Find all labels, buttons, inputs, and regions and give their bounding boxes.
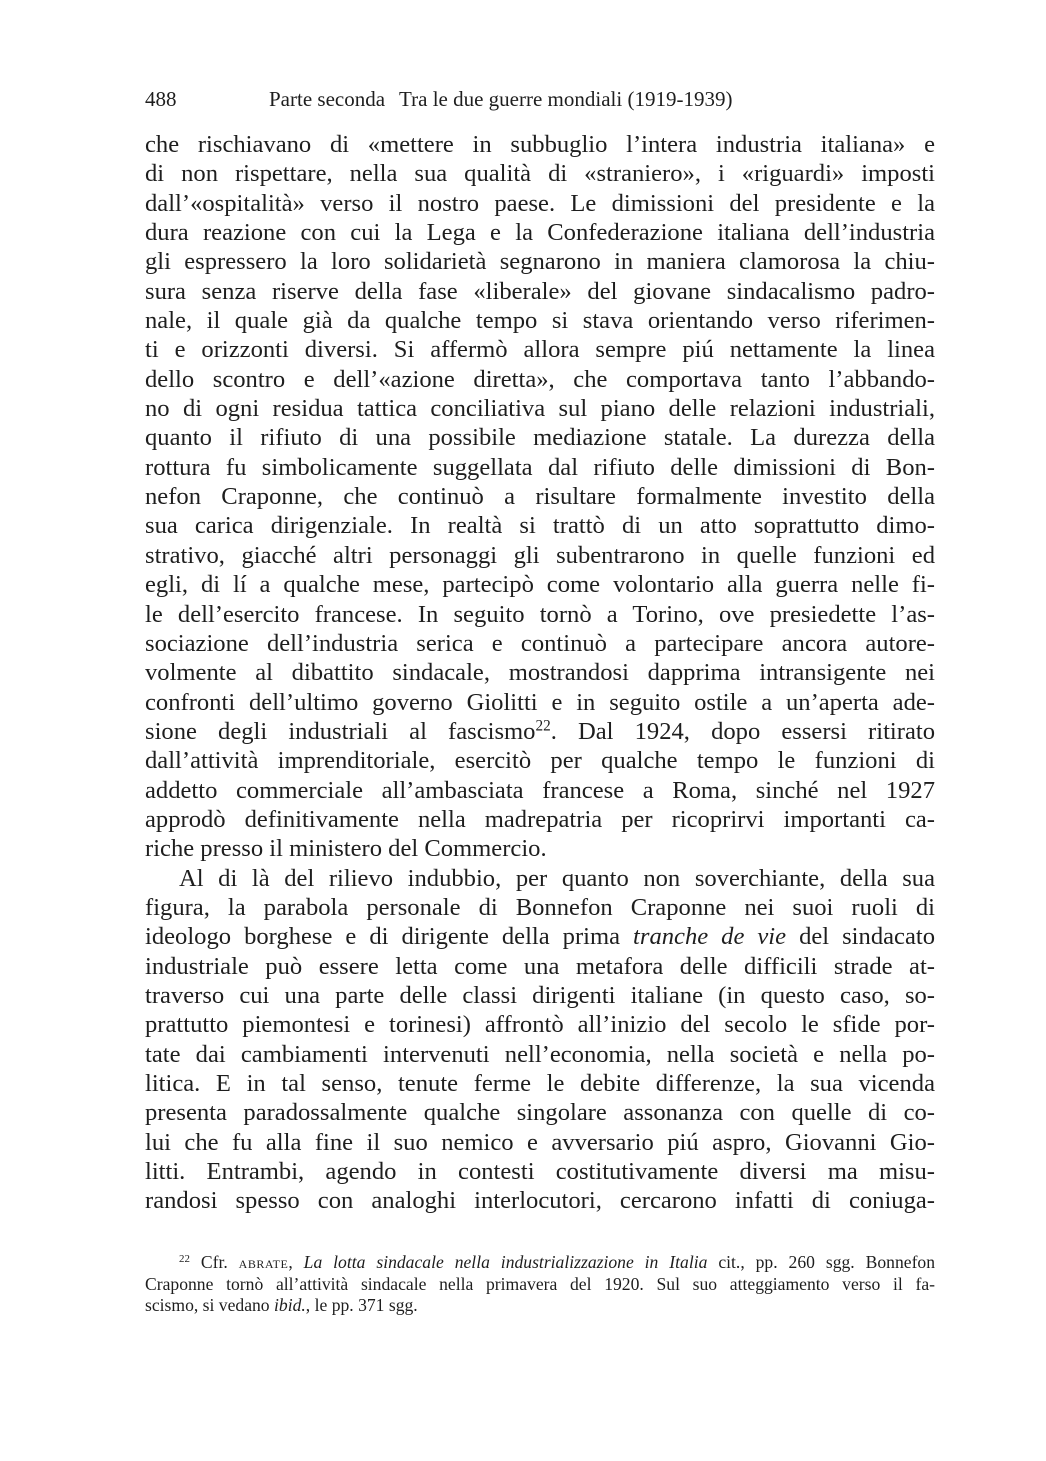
text-line: lui che fu alla fine il suo nemico e avversario piú aspro, Giovanni Gio- [145, 1128, 935, 1156]
footnote-work-title: La lotta sindacale nella industrializzazione in Italia [303, 1252, 708, 1272]
footnote-22 [145, 1252, 935, 1317]
text-line: dall’«ospitalità» verso il nostro paese. Le dimissioni del presidente e la [145, 189, 935, 217]
footnote-line [145, 1295, 935, 1317]
text-line: approdò definitivamente nella madrepatria per ricoprirvi importanti ca- [145, 805, 935, 833]
text-line: no di ogni residua tattica conciliativa sul piano delle relazioni industriali, [145, 395, 935, 423]
text-line: le dell’esercito francese. In seguito tornò a Torino, ove presiedette l’as- [145, 600, 935, 628]
text-line: quanto il rifiuto di una possibile mediazione statale. La durezza della [145, 424, 935, 452]
footnote-text: , [288, 1252, 304, 1272]
footnote-number: 22 [179, 1253, 190, 1265]
running-head [269, 84, 732, 114]
running-header [145, 84, 935, 114]
text-line: addetto commerciale all’ambasciata francese a Roma, sinché nel 1927 [145, 776, 935, 804]
paragraph-1 [145, 130, 935, 864]
paragraph-2 [145, 864, 935, 1216]
text-line: di non rispettare, nella sua qualità di «straniero», i «riguardi» imposti [145, 160, 935, 188]
text-line: industriale può essere letta come una metafora delle difficili strade at- [145, 952, 935, 980]
section-title: Tra le due guerre mondiali (1919-1939) [399, 87, 733, 111]
text-line-with-italic [145, 922, 935, 951]
text-line: randosi spesso con analoghi interlocutori, cercarono infatti di coniuga- [145, 1187, 935, 1215]
text-line: che rischiavano di «mettere in subbuglio l’intera industria italiana» e [145, 131, 935, 158]
footnote-text: Cfr. [200, 1252, 239, 1272]
text-line: sociazione dell’industria serica e continuò a partecipare ancora autore- [145, 629, 935, 657]
text-segment: sione degli industriali al fascismo [145, 717, 536, 745]
footnote-author: abrate [238, 1252, 289, 1272]
text-line: nefon Craponne, che continuò a risultare formalmente investito della [145, 483, 935, 511]
text-segment: ideologo borghese e di dirigente della prima [145, 923, 634, 951]
text-line: presenta paradossalmente qualche singolare assonanza con quelle di co- [145, 1099, 935, 1127]
main-text [145, 130, 935, 1216]
text-line: dall’attività imprenditoriale, esercitò per qualche tempo le funzioni di [145, 747, 935, 775]
text-line: litti. Entrambi, agendo in contesti costitutivamente diversi ma misu- [145, 1158, 935, 1186]
text-line: figura, la parabola personale di Bonnefon Craponne nei suoi ruoli di [145, 893, 935, 921]
italic-phrase: tranche de vie [633, 923, 787, 951]
text-segment: del sindacato [786, 923, 935, 951]
text-line: gli espressero la loro solidarietà segnarono in maniera clamorosa la chiu- [145, 248, 935, 276]
text-line: egli, di lí a qualche mese, partecipò come volontario alla guerra nelle fi- [145, 571, 935, 599]
text-line: strativo, giacché altri personaggi gli subentrarono in quelle funzioni ed [145, 541, 935, 569]
text-segment: . Dal 1924, dopo essersi ritirato [550, 717, 935, 745]
footnote-text: scismo, si vedano [145, 1295, 275, 1315]
text-line: traverso cui una parte delle classi dirigenti italiane (in questo caso, so- [145, 981, 935, 1009]
text-line: nale, il quale già da qualche tempo si stava orientando verso riferimen- [145, 307, 935, 335]
text-line: sura senza riserve della fase «liberale» del giovane sindacalismo padro- [145, 277, 935, 305]
text-line: sua carica dirigenziale. In realtà si trattò di un atto soprattutto dimo- [145, 512, 935, 540]
text-line: riche presso il ministero del Commercio. [145, 835, 547, 863]
part-label: Parte seconda [269, 87, 386, 111]
footnote-line [145, 1252, 935, 1274]
page-number: 488 [145, 87, 177, 111]
text-line: ti e orizzonti diversi. Si affermò allora sempre piú nettamente la linea [145, 336, 935, 364]
text-line: litica. E in tal senso, tenute ferme le debite differenze, la sua vicenda [145, 1070, 935, 1097]
text-line: prattutto piemontesi e torinesi) affrontò all’inizio del secolo le sfide por- [145, 1011, 935, 1039]
footnote-text: , le pp. 371 sgg. [305, 1295, 418, 1315]
text-line: rottura fu simbolicamente suggellata dal rifiuto delle dimissioni di Bon- [145, 453, 935, 481]
text-line: volmente al dibattito sindacale, mostrandosi dapprima intransigente nei [145, 659, 935, 687]
text-line: confronti dell’ultimo governo Giolitti e in seguito ostile a un’aperta ade- [145, 688, 935, 716]
footnote-reference: 22 [535, 717, 551, 735]
text-line: dura reazione con cui la Lega e la Confederazione italiana dell’industria [145, 219, 935, 247]
text-line: Al di là del rilievo indubbio, per quanto non soverchiante, della sua [179, 864, 935, 892]
text-line: tate dai cambiamenti intervenuti nell’economia, nella società e nella po- [145, 1040, 935, 1068]
footnote-ibid: ibid. [274, 1295, 306, 1315]
text-line-with-note [145, 717, 935, 746]
text-line: dello scontro e dell’«azione diretta», che comportava tanto l’abbando- [145, 365, 935, 393]
footnote-line: Craponne tornò all’attività sindacale nella primavera del 1920. Sul suo atteggiamento verso il fa- [145, 1273, 935, 1294]
footnote-text: cit., pp. 260 sgg. Bonnefon [707, 1252, 936, 1272]
